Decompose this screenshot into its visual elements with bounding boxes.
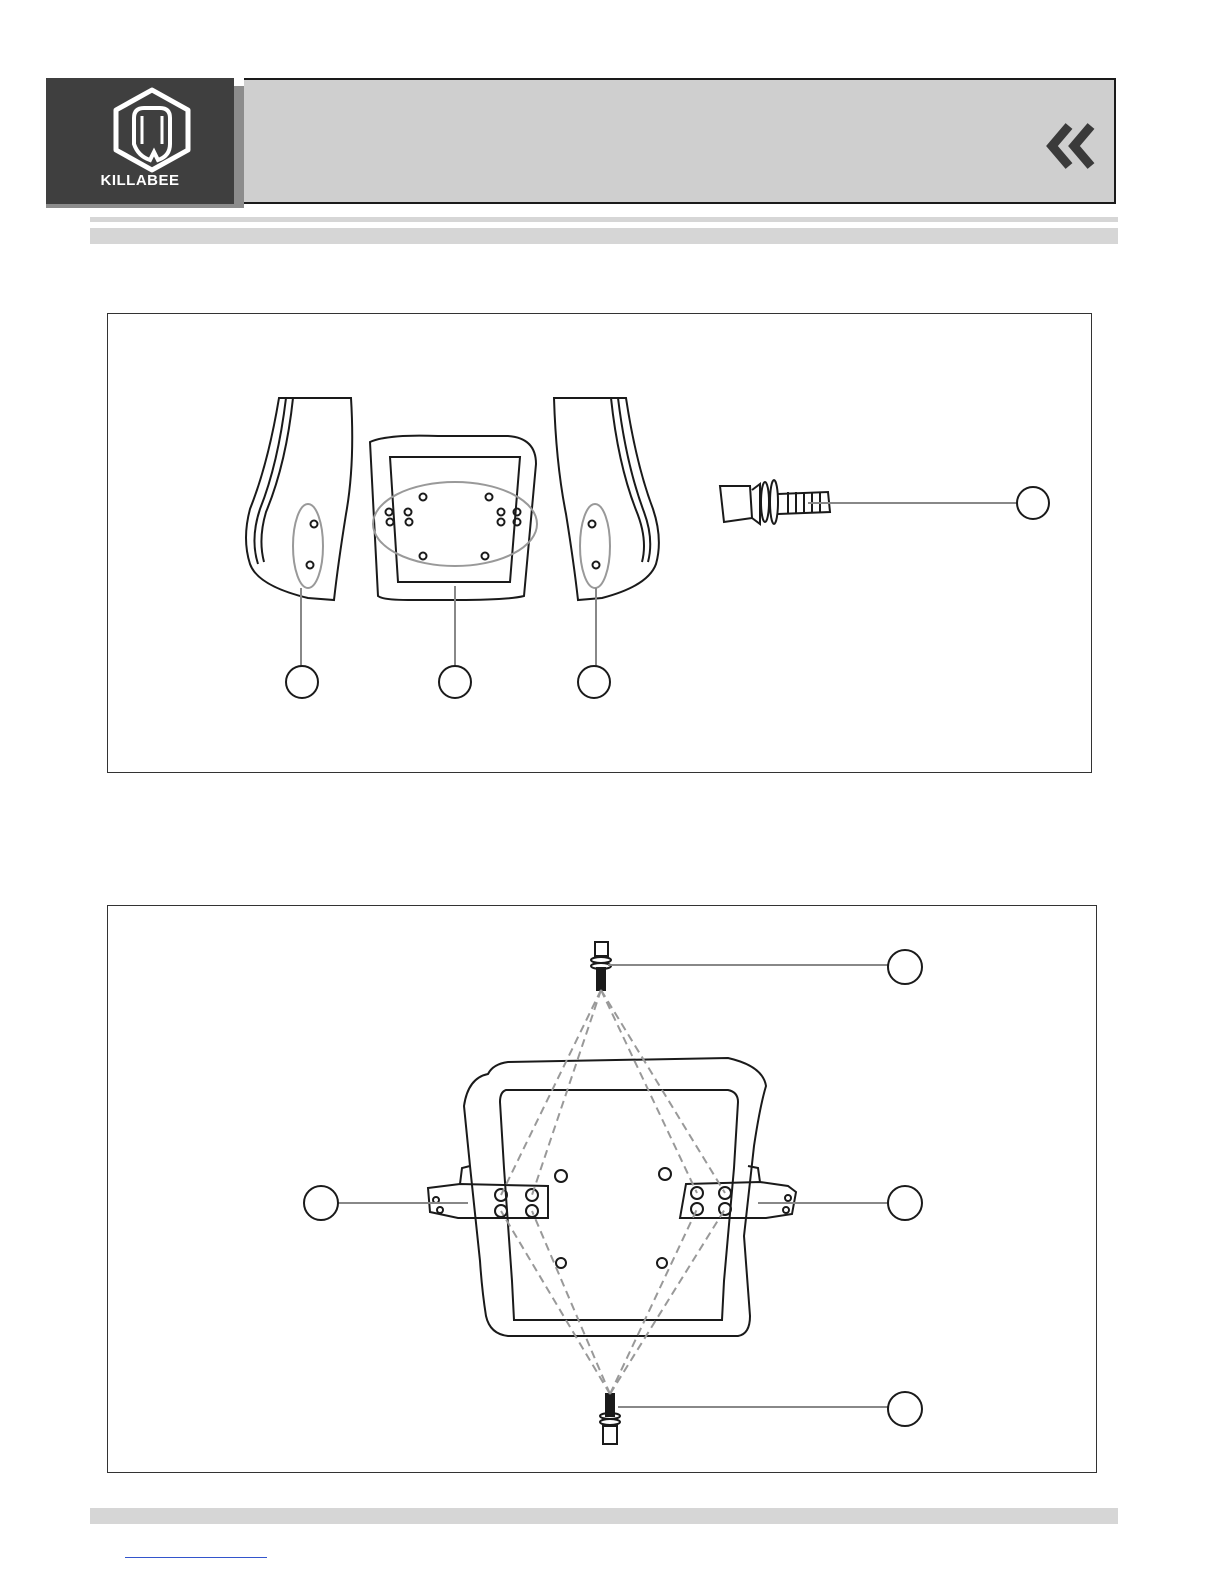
logo-shadow-bottom [46, 204, 244, 208]
header-banner [244, 78, 1116, 204]
callout-circle [1017, 487, 1049, 519]
step-2-diagram [108, 906, 1098, 1474]
callout-circle [888, 950, 922, 984]
left-bracket-illustration [428, 1166, 548, 1218]
divider-thick [90, 228, 1118, 244]
divider-thin [90, 217, 1118, 222]
brand-name: KILLABEE [100, 172, 180, 189]
right-armrest-illustration [554, 398, 659, 600]
step-2-panel [107, 905, 1097, 1473]
callout-circle [286, 666, 318, 698]
callout-circle [888, 1186, 922, 1220]
bottom-bolt-illustration [600, 1394, 620, 1444]
seat-pan-illustration [370, 436, 537, 600]
logo-shadow [234, 86, 244, 208]
callout-circle [888, 1392, 922, 1426]
step-1-diagram [108, 314, 1093, 774]
callout-circle [439, 666, 471, 698]
footer-divider [90, 1508, 1118, 1524]
callout-circle [304, 1186, 338, 1220]
callout-circle [578, 666, 610, 698]
step-1-panel [107, 313, 1092, 773]
footer-link-underline[interactable] [125, 1557, 267, 1558]
double-chevron-left-icon[interactable] [244, 80, 1116, 206]
left-armrest-illustration [246, 398, 352, 600]
